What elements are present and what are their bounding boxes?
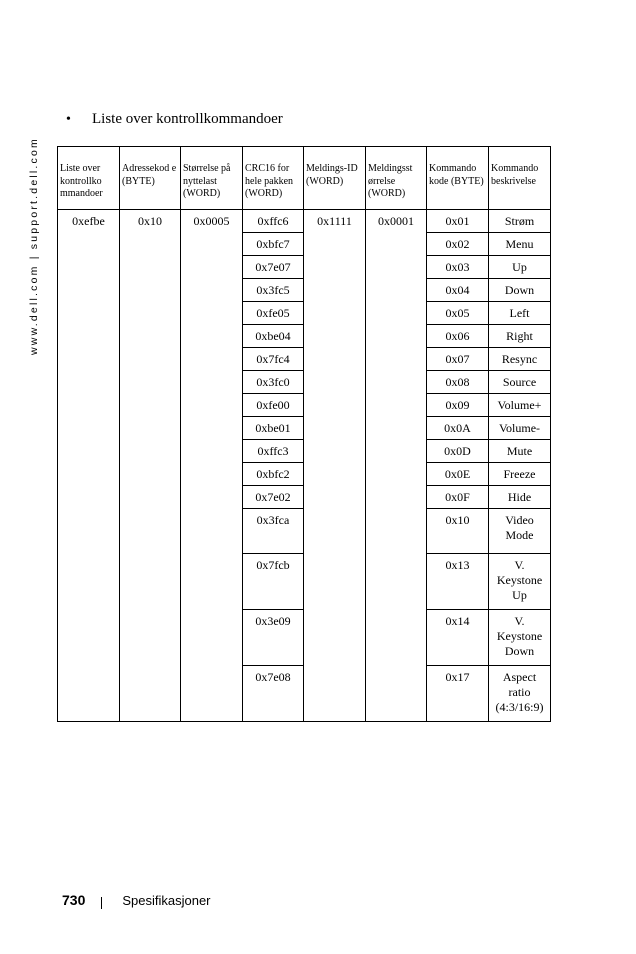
cell-command-code: 0x07 <box>427 347 489 370</box>
cell-command-code: 0x04 <box>427 278 489 301</box>
section-heading <box>66 111 283 128</box>
cell-list: 0xefbe <box>58 209 120 721</box>
cell-command-description: Volume- <box>489 416 551 439</box>
cell-command-description: Mute <box>489 439 551 462</box>
cell-command-description: V. Keystone Down <box>489 609 551 665</box>
cell-crc16: 0x7e07 <box>243 255 304 278</box>
cell-crc16: 0x7fcb <box>243 553 304 609</box>
cell-crc16: 0x7fc4 <box>243 347 304 370</box>
cell-command-code: 0x13 <box>427 553 489 609</box>
cell-command-code: 0x0D <box>427 439 489 462</box>
cell-crc16: 0x3fc0 <box>243 370 304 393</box>
cell-command-code: 0x08 <box>427 370 489 393</box>
cell-command-description: Hide <box>489 485 551 508</box>
header-message-size: Meldingsst ørrelse (WORD) <box>366 147 427 210</box>
footer-section-title: Spesifikasjoner <box>122 892 211 908</box>
cell-command-description: Aspect ratio (4:3/16:9) <box>489 665 551 721</box>
heading-text: Liste over kontrollkommandoer <box>92 111 283 127</box>
cell-command-description: Up <box>489 255 551 278</box>
cell-crc16: 0x7e02 <box>243 485 304 508</box>
cell-command-description: Strøm <box>489 209 551 232</box>
cell-command-description: Left <box>489 301 551 324</box>
cell-command-description: Menu <box>489 232 551 255</box>
cell-command-code: 0x14 <box>427 609 489 665</box>
cell-crc16: 0xfe05 <box>243 301 304 324</box>
cell-message-size: 0x0001 <box>366 209 427 721</box>
cell-payload: 0x0005 <box>181 209 243 721</box>
cell-command-description: Video Mode <box>489 508 551 553</box>
cell-crc16: 0xbfc2 <box>243 462 304 485</box>
cell-crc16: 0x3e09 <box>243 609 304 665</box>
cell-command-description: Resync <box>489 347 551 370</box>
cell-command-description: V. Keystone Up <box>489 553 551 609</box>
cell-command-code: 0x0A <box>427 416 489 439</box>
cell-crc16: 0xbfc7 <box>243 232 304 255</box>
header-address: Adressekod e (BYTE) <box>120 147 181 210</box>
table-row <box>58 209 551 232</box>
cell-crc16: 0x3fca <box>243 508 304 553</box>
cell-crc16: 0xffc3 <box>243 439 304 462</box>
page-number: 730 <box>62 892 86 908</box>
cell-address: 0x10 <box>120 209 181 721</box>
cell-crc16: 0x7e08 <box>243 665 304 721</box>
cell-crc16: 0xffc6 <box>243 209 304 232</box>
header-command-description: Kommando beskrivelse <box>489 147 551 210</box>
cell-command-description: Source <box>489 370 551 393</box>
cell-command-code: 0x06 <box>427 324 489 347</box>
cell-command-code: 0x03 <box>427 255 489 278</box>
header-crc16: CRC16 for hele pakken (WORD) <box>243 147 304 210</box>
cell-crc16: 0xbe04 <box>243 324 304 347</box>
header-command-code: Kommando kode (BYTE) <box>427 147 489 210</box>
cell-command-code: 0x01 <box>427 209 489 232</box>
table-body <box>58 209 551 721</box>
control-command-table <box>57 146 551 722</box>
cell-command-code: 0x0E <box>427 462 489 485</box>
cell-command-code: 0x10 <box>427 508 489 553</box>
cell-crc16: 0xbe01 <box>243 416 304 439</box>
cell-crc16: 0x3fc5 <box>243 278 304 301</box>
header-payload: Størrelse på nyttelast (WORD) <box>181 147 243 210</box>
bullet-icon: • <box>66 111 71 127</box>
table-header-row <box>58 147 551 210</box>
cell-command-code: 0x05 <box>427 301 489 324</box>
cell-crc16: 0xfe00 <box>243 393 304 416</box>
cell-command-code: 0x09 <box>427 393 489 416</box>
cell-command-code: 0x02 <box>427 232 489 255</box>
cell-message-id: 0x1111 <box>304 209 366 721</box>
cell-command-description: Freeze <box>489 462 551 485</box>
side-url-text: www.dell.com | support.dell.com <box>28 137 40 355</box>
header-list: Liste over kontrollko mmandoer <box>58 147 120 210</box>
footer-separator <box>101 897 102 909</box>
cell-command-description: Right <box>489 324 551 347</box>
cell-command-description: Down <box>489 278 551 301</box>
cell-command-code: 0x0F <box>427 485 489 508</box>
cell-command-description: Volume+ <box>489 393 551 416</box>
cell-command-code: 0x17 <box>427 665 489 721</box>
header-message-id: Meldings-ID (WORD) <box>304 147 366 210</box>
page-footer <box>62 891 211 909</box>
